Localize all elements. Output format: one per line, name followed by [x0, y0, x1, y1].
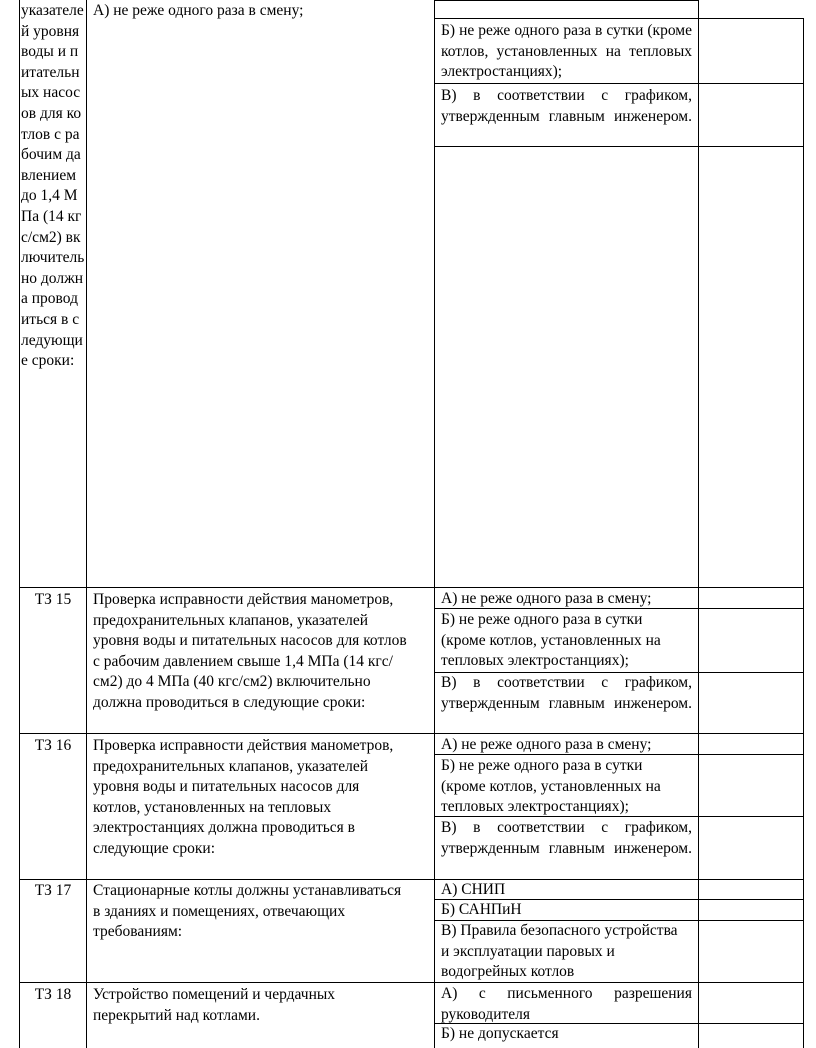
row-answer-c-tz17: В) Правила безопасного устройства и эксплуатации паровых и водогрейных котлов: [441, 922, 678, 981]
row-answer-a-tz18: А) с письменного разрешения руководителя: [441, 985, 692, 1023]
top-answer-a: А) не реже одного раза в смену;: [93, 2, 304, 19]
row-question-tz17: Стационарные котлы должны устанавливаться в зданиях и помещениях, отвечающих требованиям:: [93, 882, 402, 941]
row-answer-a-tz16: А) не реже одного раза в смену;: [441, 736, 652, 753]
row-question-tz16: Проверка исправности действия манометров, предохранительных клапанов, указателей уровня воды и питательных насосов для котлов, установленных на тепловых электростанциях должна проводиться в следующие сроки:: [93, 737, 394, 857]
row-question-tz18: Устройство помещений и чердачных перекрытий над котлами.: [93, 986, 336, 1024]
row-id-tz16: ТЗ 16: [34, 737, 72, 754]
row-id-tz15: ТЗ 15: [34, 591, 72, 608]
row-answer-c-tz15: В) в соответствии с графиком, утвержденным главным инженером.: [441, 674, 692, 712]
row-id-tz18: ТЗ 18: [34, 986, 72, 1003]
row-answer-b-tz17: Б) САНПиН: [441, 901, 522, 918]
row-question-tz15: Проверка исправности действия манометров, предохранительных клапанов, указателей уровня воды и питательных насосов для котлов с рабочим давлением свыше 1,4 МПа (14 кгс/см2) до 4 МПа (40 кгс/см2) включительно должна проводиться в следующие сроки:: [93, 591, 407, 711]
row-answer-a-tz17: А) СНИП: [441, 881, 506, 898]
row-answer-b-tz18: Б) не допускается: [441, 1025, 559, 1042]
top-answer-c: В) в соответствии с графиком, утвержденным главным инженером.: [441, 87, 692, 125]
row-answer-b-tz15: Б) не реже одного раза в сутки (кроме котлов, установленных на тепловых электростанциях);: [441, 611, 661, 670]
row-answer-a-tz15: А) не реже одного раза в смену;: [441, 590, 652, 607]
top-answer-b: Б) не реже одного раза в сутки (кроме котлов, установленных на тепловых электростанциях);: [441, 22, 692, 81]
top-question-text: указателей уровня воды и питательных насосов для котлов с рабочим давлением до 1,4 МПа (14 кгс/см2) включительно должна проводиться в следующие сроки:: [21, 2, 85, 370]
row-answer-b-tz16: Б) не реже одного раза в сутки (кроме котлов, установленных на тепловых электростанциях);: [441, 757, 661, 816]
row-id-tz17: ТЗ 17: [34, 882, 72, 899]
row-answer-c-tz16: В) в соответствии с графиком, утвержденным главным инженером.: [441, 819, 692, 857]
